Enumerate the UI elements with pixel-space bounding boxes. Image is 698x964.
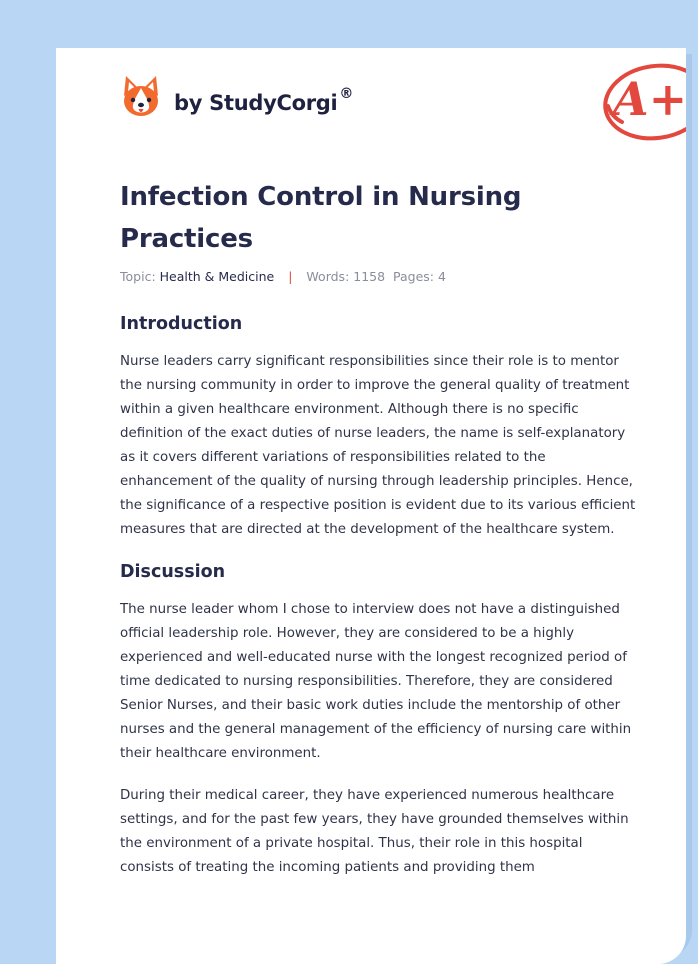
page-title: Infection Control in Nursing Practices (120, 182, 522, 254)
document-body (120, 310, 640, 880)
paragraph: Nurse leaders carry significant responsibilities since their role is to mentor the nursing community in order to improve the general quality of treatment within a given healthcare environment. Although there is no specific definition of the exact duties of nurse leaders, the name is self-explanatory as it covers different variations of responsibilities related to the enhancement of the quality of nursing through leadership principles. Hence, the significance of a respective position is evident due to its various efficient measures that are directed at the development of the healthcare system. (120, 354, 636, 537)
trademark-symbol: ® (339, 85, 354, 102)
paragraph: The nurse leader whom I chose to interview does not have a distinguished official leadership role. However, they are considered to be a highly experienced and well-educated nurse with the longest recognized period of time dedicated to nursing responsibilities. Therefore, they are considered Senior Nurses, and their basic work duties include the mentorship of other nurses and the general management of the efficiency of nursing care within their healthcare environment. (120, 602, 632, 761)
topic-label: Topic: (120, 269, 156, 284)
pages-label: Pages: (393, 269, 435, 284)
document-page (56, 48, 686, 964)
grade-a-plus-stamp (600, 60, 686, 144)
grade-label: A+ (612, 72, 688, 126)
topic-link[interactable]: Health & Medicine (159, 269, 275, 284)
document-meta (120, 269, 446, 284)
words-label: Words: (306, 269, 350, 284)
brand-name: by StudyCorgi ® (174, 85, 354, 115)
words-count: 1158 (353, 269, 386, 284)
meta-separator: | (288, 269, 293, 284)
paragraph: During their medical career, they have experienced numerous healthcare settings, and for the past few years, they have grounded themselves within the environment of a private hospital. Thus, their role in this hospital consists of treating the incoming patients and providing them (120, 788, 629, 875)
corgi-icon (120, 74, 162, 118)
pages-count: 4 (438, 269, 446, 284)
section-heading-introduction: Introduction (120, 314, 243, 334)
studycorgi-logo[interactable] (120, 74, 353, 118)
header (120, 74, 686, 144)
section-heading-discussion: Discussion (120, 562, 226, 582)
